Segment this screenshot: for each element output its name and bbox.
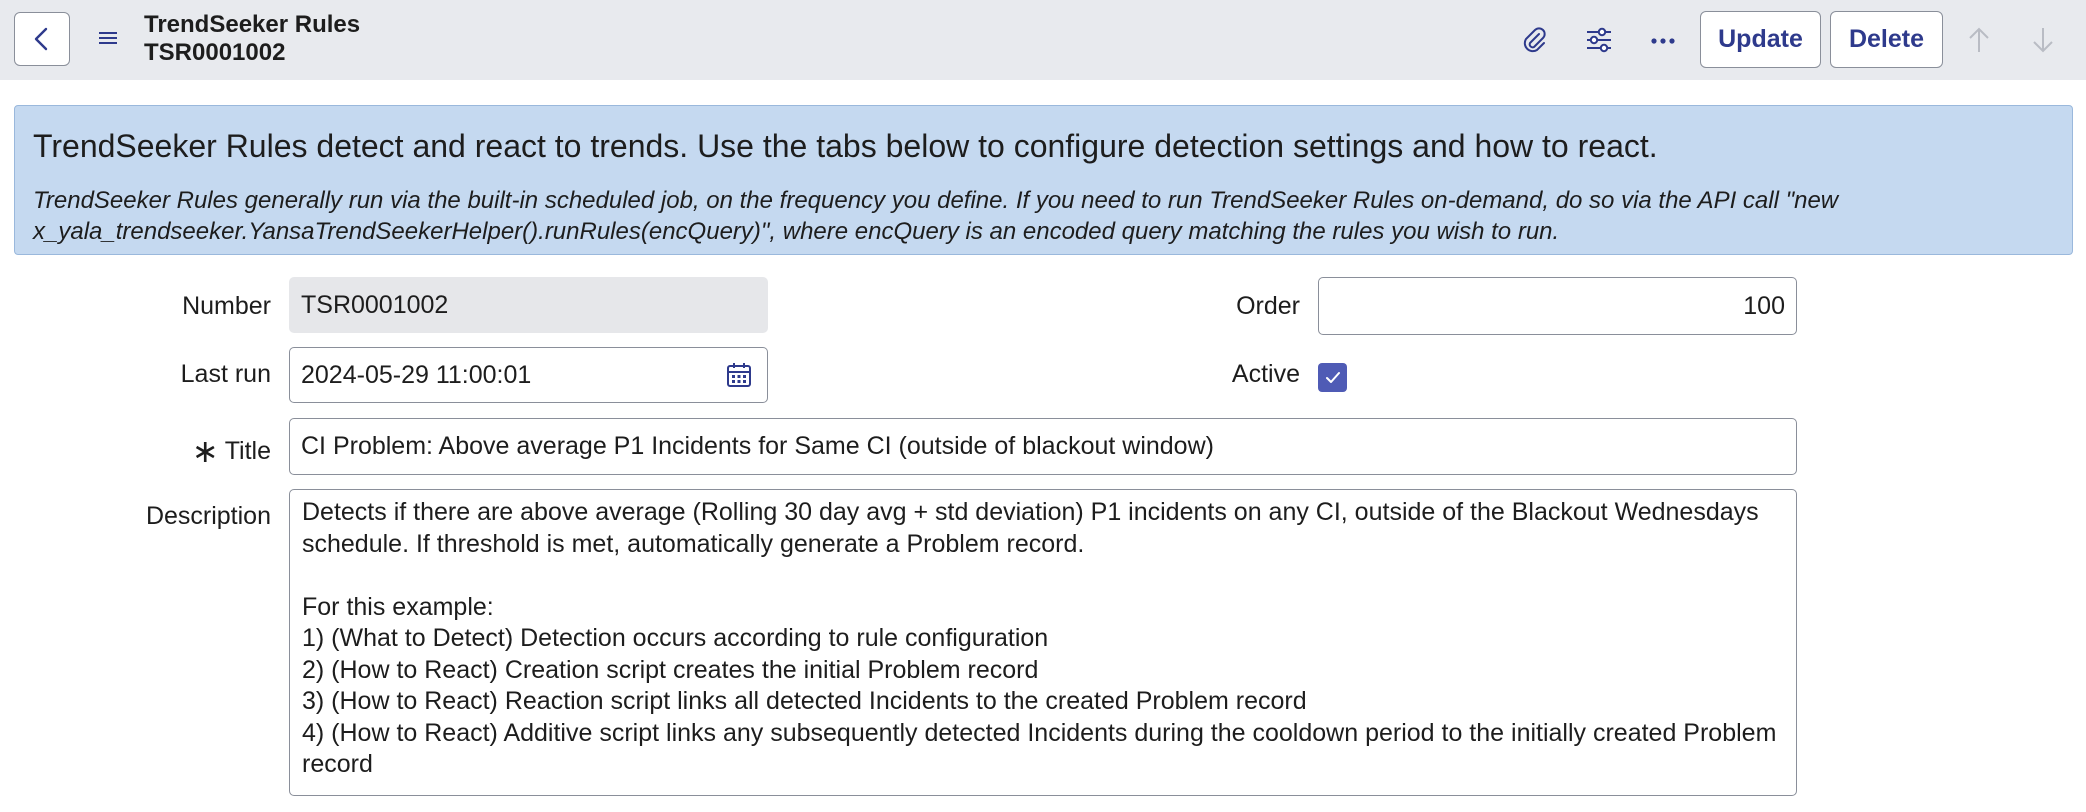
previous-record-button[interactable] bbox=[1961, 22, 1997, 58]
delete-button[interactable]: Delete bbox=[1830, 11, 1943, 68]
order-field[interactable]: 100 bbox=[1318, 277, 1797, 335]
checkmark-icon bbox=[1323, 368, 1343, 388]
next-record-button[interactable] bbox=[2025, 22, 2061, 58]
calendar-icon bbox=[725, 361, 753, 389]
page-title: TrendSeeker Rules bbox=[144, 11, 361, 38]
record-title-block bbox=[144, 11, 360, 67]
last-run-label: Last run bbox=[180, 360, 271, 388]
title-label: Title bbox=[224, 437, 271, 465]
hamburger-menu-button[interactable] bbox=[92, 22, 124, 54]
sliders-icon bbox=[1584, 25, 1614, 55]
update-button[interactable]: Update bbox=[1700, 11, 1821, 68]
title-label-row bbox=[192, 432, 271, 470]
calendar-button[interactable] bbox=[711, 347, 768, 403]
attachment-button[interactable] bbox=[1516, 22, 1552, 58]
required-marker: ∗ bbox=[191, 433, 219, 469]
hamburger-menu-icon bbox=[97, 29, 119, 47]
title-field[interactable]: CI Problem: Above average P1 Incidents for Same CI (outside of blackout window) bbox=[289, 418, 1797, 475]
number-label: Number bbox=[182, 292, 271, 320]
header-bar bbox=[0, 0, 2086, 80]
paperclip-icon bbox=[1519, 25, 1549, 55]
last-run-field[interactable]: 2024-05-29 11:00:01 bbox=[289, 347, 712, 403]
banner-note: TrendSeeker Rules generally run via the built-in scheduled job, on the frequency you define. If you need to run TrendSeeker Rules on-demand, do so via the API call "new x_yala_trendseeker.YansaTrendSeekerHelper().runRules(encQuery)", where encQuery is an encoded query matching the rules you wish to run. bbox=[33, 187, 1839, 245]
info-banner bbox=[14, 105, 2073, 255]
description-textarea[interactable]: Detects if there are above average (Rolling 30 day avg + std deviation) P1 incidents on any CI, outside of the Blackout Wednesdays schedule. If threshold is met, automatically generate a Problem record. For this example: 1) (What to Detect) Detection occurs according to rule configuration 2) (How to React) Creation script creates the initial Problem record 3) (How to React) Reaction script links all detected Incidents to the created Problem record 4) (How to React) Additive script links any subsequently detected Incidents during the cooldown period to the initially created Problem record bbox=[289, 489, 1797, 796]
back-icon bbox=[31, 26, 53, 52]
banner-title: TrendSeeker Rules detect and react to trends. Use the tabs below to configure detection settings and how to react. bbox=[33, 128, 1658, 164]
active-checkbox[interactable] bbox=[1318, 363, 1347, 392]
record-number: TSR0001002 bbox=[144, 39, 286, 66]
arrow-down-icon bbox=[2029, 25, 2057, 55]
back-button[interactable] bbox=[14, 12, 70, 66]
more-options-button[interactable] bbox=[1645, 22, 1681, 58]
number-field: TSR0001002 bbox=[289, 277, 768, 333]
personalize-form-button[interactable] bbox=[1581, 22, 1617, 58]
arrow-up-icon bbox=[1965, 25, 1993, 55]
description-label: Description bbox=[145, 502, 271, 530]
active-label: Active bbox=[1231, 360, 1300, 388]
order-label: Order bbox=[1236, 292, 1300, 320]
more-options-icon bbox=[1648, 25, 1678, 55]
